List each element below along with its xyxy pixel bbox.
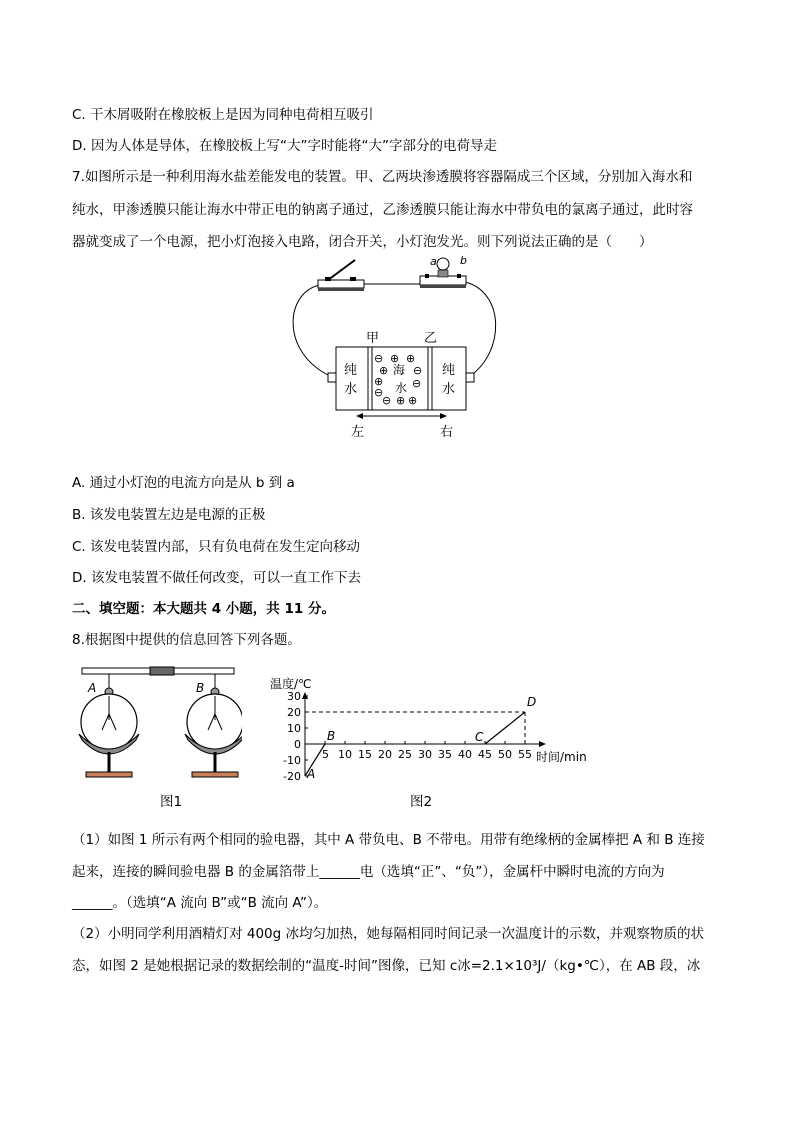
x-tick-label: 45 — [478, 748, 492, 761]
label-b: b — [460, 254, 467, 267]
point-label-c: C — [475, 730, 484, 744]
svg-text:⊖: ⊖ — [382, 394, 392, 407]
q8-p2-line1: （2）小明同学利用酒精灯对 400g 冰均匀加热，她每隔相同时间记录一次温度计的示数，并观察物质的状 — [72, 926, 705, 942]
q7-option-a: A. 通过小灯泡的电流方向是从 b 到 a — [72, 475, 295, 491]
q8-p2-line2: 态，如图 2 是她根据记录的数据绘制的“温度-时间”图像，已知 c冰=2.1×10³J/（kg•℃），在 AB 段，冰 — [72, 958, 701, 974]
svg-text:⊕: ⊕ — [396, 394, 406, 407]
svg-text:⊖: ⊖ — [374, 386, 384, 399]
x-tick-label: 55 — [518, 748, 532, 761]
svg-text:⊕: ⊕ — [374, 375, 384, 388]
q8-p1-line3: ______。（选填“A 流向 B”或“B 流向 A”）。 — [72, 895, 328, 911]
x-tick-label: 20 — [378, 748, 392, 761]
svg-text:⊖: ⊖ — [413, 364, 423, 377]
q7-stem-line3: 器就变成了一个电源，把小灯泡接入电路，闭合开关，小灯泡发光。则下列说法正确的是（ ） — [72, 234, 653, 250]
svg-text:⊕: ⊕ — [390, 352, 400, 365]
q6-option-d: D. 因为人体是导体，在橡胶板上写“大”字时能将“大”字部分的电荷导走 — [72, 138, 497, 154]
x-tick-label: 40 — [458, 748, 472, 761]
left-chamber-char1: 纯 — [344, 363, 358, 378]
q8-p1-line2: 起来，连接的瞬间验电器 B 的金属箔带上______电（选填“正”、“负”），金属杆中瞬时电流的方向为 — [72, 864, 665, 880]
switch-icon — [318, 260, 364, 291]
q8-p1-line1: （1）如图 1 所示有两个相同的验电器，其中 A 带负电、B 不带电。用带有绝缘柄的金属棒把 A 和 B 连接 — [72, 832, 705, 848]
middle-char1: 海 — [393, 363, 406, 377]
left-chamber-char2: 水 — [344, 382, 358, 397]
svg-text:⊖: ⊖ — [412, 377, 422, 390]
x-tick-label: 5 — [322, 748, 329, 761]
q7-option-c: C. 该发电装置内部，只有负电荷在发生定向移动 — [72, 539, 361, 555]
chart-ylabel: 温度/℃ — [270, 677, 312, 691]
y-tick-label: 0 — [294, 738, 301, 751]
insulating-handle — [150, 667, 174, 675]
y-tick-label: 10 — [287, 722, 301, 735]
right-chamber-char1: 纯 — [442, 363, 456, 378]
q7-stem-line1: 7.如图所示是一种利用海水盐差能发电的装置。甲、乙两块渗透膜将容器隔成三个区域，分别加入海水和 — [72, 169, 693, 185]
point-label-b: B — [327, 729, 336, 743]
electroscope-b-icon — [185, 674, 242, 777]
point-label-a: A — [307, 767, 316, 781]
wire-right — [465, 282, 496, 376]
q8-stem: 8.根据图中提供的信息回答下列各题。 — [72, 632, 301, 648]
svg-text:⊕: ⊕ — [408, 394, 418, 407]
x-tick-label: 25 — [398, 748, 412, 761]
x-tick-label: 50 — [498, 748, 512, 761]
x-tick-label: 10 — [338, 748, 352, 761]
electroscope-b-label: B — [196, 681, 205, 695]
q7-figure — [280, 252, 510, 442]
q8-fig2-chart — [262, 670, 602, 788]
electroscope-a-label: A — [88, 681, 97, 695]
svg-text:⊕: ⊕ — [379, 364, 389, 377]
q7-stem-line2: 纯水，甲渗透膜只能让海水中带正电的钠离子通过，乙渗透膜只能让海水中带负电的氯离子通过，此时容 — [72, 202, 693, 218]
label-a: a — [430, 255, 437, 268]
chart-xlabel: 时间/min — [536, 750, 587, 764]
point-label-d: D — [527, 695, 537, 709]
svg-text:⊖: ⊖ — [374, 352, 384, 365]
x-tick-label: 35 — [438, 748, 452, 761]
y-tick-label: 20 — [287, 706, 301, 719]
right-chamber-char2: 水 — [442, 382, 456, 397]
q7-option-d: D. 该发电装置不做任何改变，可以一直工作下去 — [72, 570, 361, 586]
section-title: 二、填空题：本大题共 4 小题，共 11 分。 — [72, 601, 335, 617]
q7-option-b: B. 该发电装置左边是电源的正极 — [72, 507, 266, 523]
middle-char2: 水 — [395, 381, 408, 395]
dir-right: 右 — [440, 425, 454, 440]
fig1-caption: 图1 — [160, 794, 183, 810]
wire-left — [293, 285, 330, 376]
membrane-label-yi: 乙 — [424, 331, 438, 346]
dir-left: 左 — [351, 425, 365, 440]
series-line-2 — [485, 712, 525, 744]
x-tick-label: 30 — [418, 748, 432, 761]
q6-option-c: C. 干木屑吸附在橡胶板上是因为同种电荷相互吸引 — [72, 107, 374, 123]
svg-text:⊕: ⊕ — [406, 352, 416, 365]
y-tick-label: -10 — [283, 754, 301, 767]
q8-fig1 — [72, 664, 242, 809]
y-tick-label: 30 — [287, 690, 301, 703]
x-tick-label: 15 — [358, 748, 372, 761]
fig2-caption: 图2 — [410, 794, 433, 810]
y-tick-label: -20 — [283, 770, 301, 783]
membrane-label-jia: 甲 — [366, 331, 380, 346]
